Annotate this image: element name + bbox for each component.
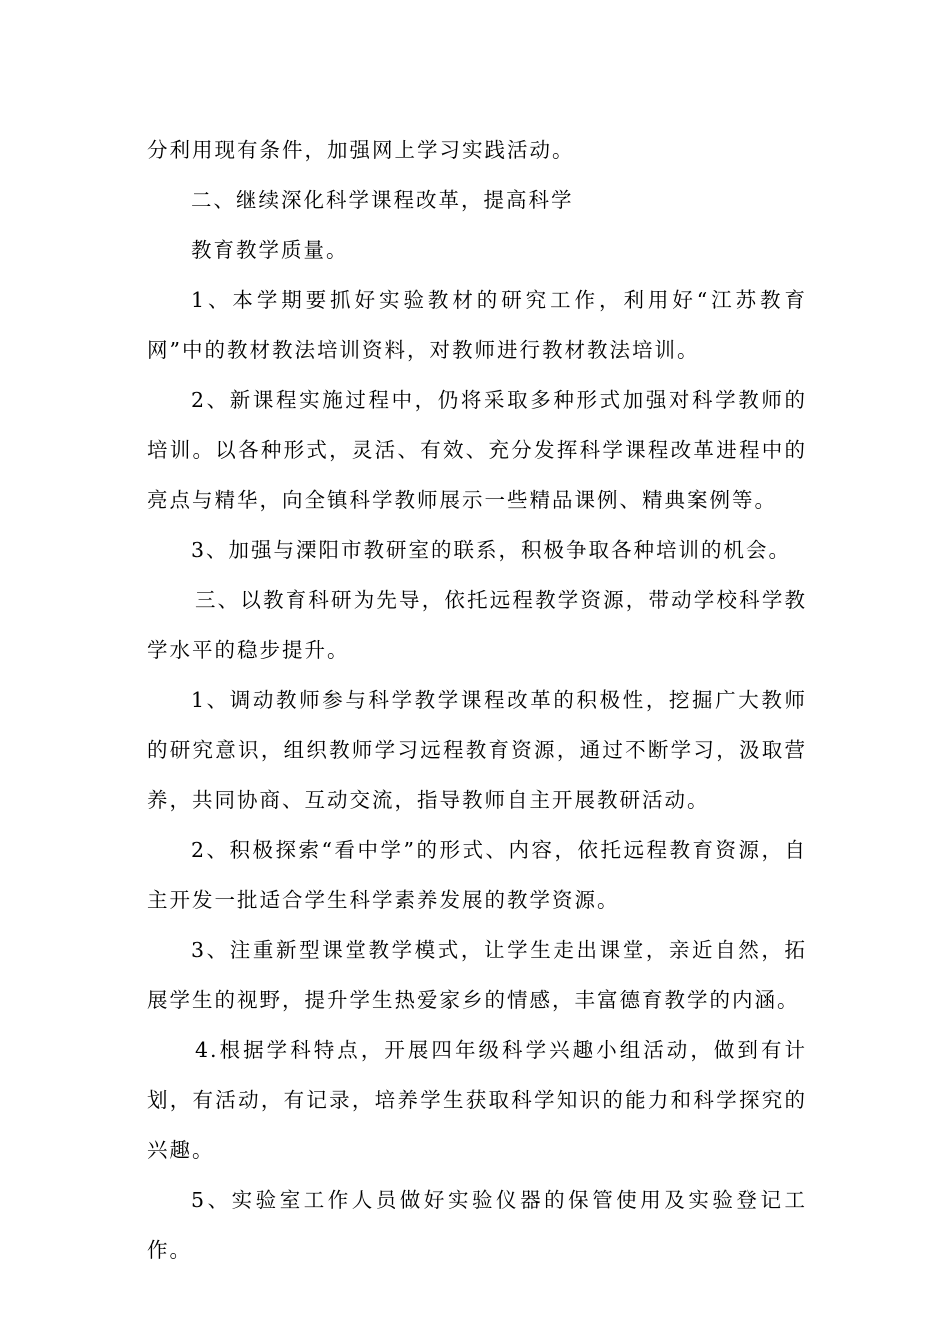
paragraph-3-2: 2、积极探索“看中学”的形式、内容，依托远程教育资源，自主开发一批适合学生科学素养发展的教学资源。 <box>147 838 807 912</box>
paragraph-3-5: 5、实验室工作人员做好实验仪器的保管使用及实验登记工作。 <box>147 1188 807 1262</box>
paragraph-2-1: 1、本学期要抓好实验教材的研究工作，利用好“江苏教育网”中的教材教法培训资料，对教师进行教材教法培训。 <box>147 288 807 362</box>
paragraph-continuation: 分利用现有条件，加强网上学习实践活动。 <box>147 138 575 162</box>
section-heading-2: 二、继续深化科学课程改革，提高科学 <box>191 188 574 212</box>
paragraph-3-1: 1、调动教师参与科学教学课程改革的积极性，挖掘广大教师的研究意识，组织教师学习远程教育资源，通过不断学习，汲取营养，共同协商、互动交流，指导教师自主开展教研活动。 <box>147 688 807 812</box>
paragraph-2-2: 2、新课程实施过程中，仍将采取多种形式加强对科学教师的培训。以各种形式，灵活、有效、充分发挥科学课程改革进程中的亮点与精华，向全镇科学教师展示一些精品课例、精典案例等。 <box>147 388 807 512</box>
paragraph-3-4: 4.根据学科特点，开展四年级科学兴趣小组活动，做到有计划，有活动，有记录，培养学生获取科学知识的能力和科学探究的兴趣。 <box>147 1038 807 1162</box>
paragraph-2-3: 3、加强与溧阳市教研室的联系，积极争取各种培训的机会。 <box>191 538 792 562</box>
section-heading-3: 三、以教育科研为先导，依托远程教学资源，带动学校科学教学水平的稳步提升。 <box>147 588 807 662</box>
section-heading-2-cont: 教育教学质量。 <box>191 238 349 262</box>
paragraph-3-3: 3、注重新型课堂教学模式，让学生走出课堂，亲近自然，拓展学生的视野，提升学生热爱家乡的情感，丰富德育教学的内涵。 <box>147 938 807 1012</box>
